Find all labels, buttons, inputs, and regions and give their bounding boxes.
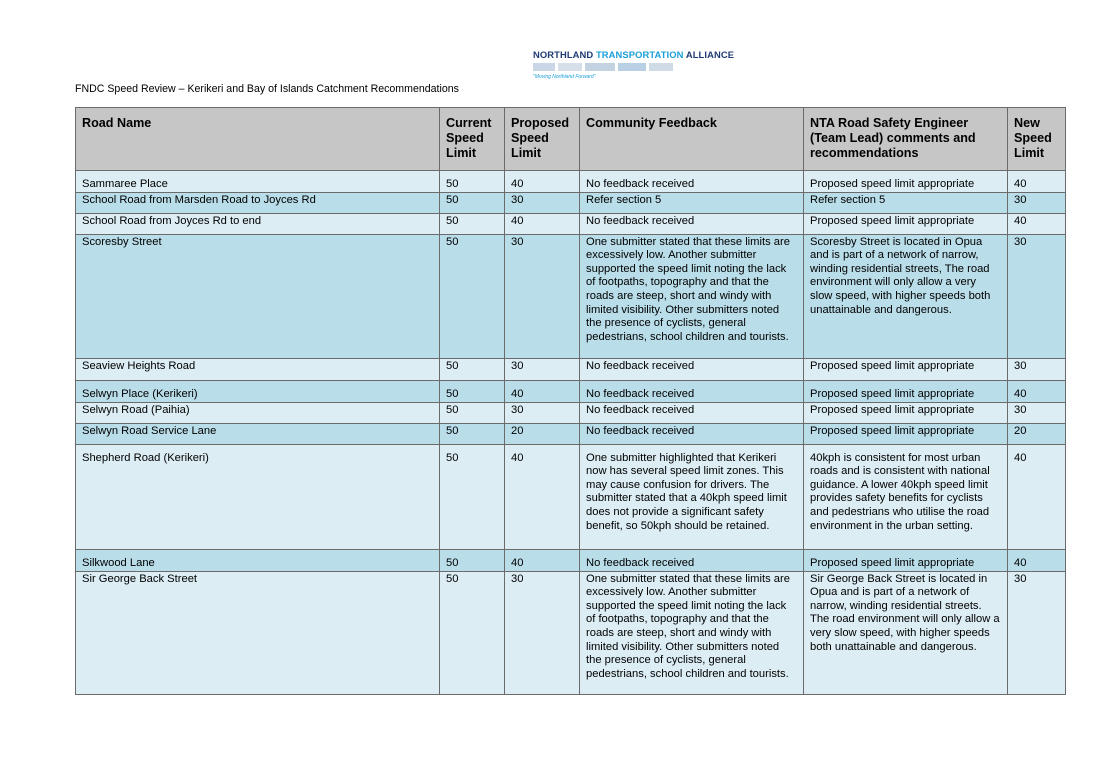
feedback-cell: No feedback received <box>580 423 804 444</box>
feedback-cell: One submitter highlighted that Kerikeri now has several speed limit zones. This may cause confusion for drivers. The submitter stated that a 40kph speed limit does not provide a significant safety benefit, so 50kph should be retained. <box>580 444 804 549</box>
feedback-cell: One submitter stated that these limits are excessively low. Another submitter supported the speed limit noting the lack of footpaths, topography and that the roads are steep, short and windy with limited visibility. Other submitters noted the presence of cyclists, general pedestrians, school children and tourists. <box>580 571 804 694</box>
table-row <box>76 444 1066 549</box>
partner-logo <box>649 63 673 71</box>
road-name-cell: Sir George Back Street <box>76 571 440 694</box>
proposed-limit-cell: 30 <box>505 192 580 213</box>
feedback-cell: No feedback received <box>580 549 804 571</box>
new-limit-cell: 30 <box>1008 402 1066 423</box>
proposed-limit-cell: 40 <box>505 444 580 549</box>
logo-tagline: "Moving Northland Forward" <box>533 74 596 80</box>
road-name-cell: School Road from Joyces Rd to end <box>76 213 440 234</box>
feedback-cell: No feedback received <box>580 171 804 193</box>
partner-logo <box>558 63 582 71</box>
logo-title-alliance: ALLIANCE <box>683 49 735 60</box>
table-header-row <box>76 108 1066 171</box>
header-engineer-comments: NTA Road Safety Engineer (Team Lead) comments and recommendations <box>804 108 1008 171</box>
road-name-cell: Silkwood Lane <box>76 549 440 571</box>
proposed-limit-cell: 40 <box>505 380 580 402</box>
new-limit-cell: 40 <box>1008 213 1066 234</box>
current-limit-cell: 50 <box>440 402 505 423</box>
new-limit-cell: 30 <box>1008 358 1066 380</box>
road-name-cell: Scoresby Street <box>76 234 440 358</box>
table-row <box>76 380 1066 402</box>
road-name-cell: Selwyn Place (Kerikeri) <box>76 380 440 402</box>
partner-logos <box>533 62 703 72</box>
road-name-cell: Shepherd Road (Kerikeri) <box>76 444 440 549</box>
speed-review-table <box>75 107 1066 695</box>
proposed-limit-cell: 40 <box>505 549 580 571</box>
logo-title <box>533 49 735 60</box>
comments-cell: Proposed speed limit appropriate <box>804 402 1008 423</box>
table-row <box>76 213 1066 234</box>
current-limit-cell: 50 <box>440 571 505 694</box>
current-limit-cell: 50 <box>440 549 505 571</box>
current-limit-cell: 50 <box>440 213 505 234</box>
new-limit-cell: 30 <box>1008 192 1066 213</box>
road-name-cell: Selwyn Road (Paihia) <box>76 402 440 423</box>
table-row <box>76 402 1066 423</box>
proposed-limit-cell: 30 <box>505 402 580 423</box>
road-name-cell: Sammaree Place <box>76 171 440 193</box>
current-limit-cell: 50 <box>440 380 505 402</box>
new-limit-cell: 40 <box>1008 444 1066 549</box>
proposed-limit-cell: 20 <box>505 423 580 444</box>
table-row <box>76 234 1066 358</box>
proposed-limit-cell: 30 <box>505 571 580 694</box>
proposed-limit-cell: 40 <box>505 213 580 234</box>
comments-cell: Proposed speed limit appropriate <box>804 171 1008 193</box>
new-limit-cell: 40 <box>1008 171 1066 193</box>
header-proposed-speed-limit: Proposed Speed Limit <box>505 108 580 171</box>
partner-logo <box>585 63 615 71</box>
comments-cell: Proposed speed limit appropriate <box>804 358 1008 380</box>
comments-cell: Proposed speed limit appropriate <box>804 549 1008 571</box>
table-row <box>76 192 1066 213</box>
current-limit-cell: 50 <box>440 192 505 213</box>
comments-cell: Sir George Back Street is located in Opua and is part of a network of narrow, winding residential streets. The road environment will only allow a very slow speed, with higher speeds both unattainable and dangerous. <box>804 571 1008 694</box>
comments-cell: 40kph is consistent for most urban roads and is consistent with national guidance. A lower 40kph speed limit provides safety benefits for cyclists and pedestrians who utilise the road environment in the urban setting. <box>804 444 1008 549</box>
table-row <box>76 423 1066 444</box>
feedback-cell: No feedback received <box>580 213 804 234</box>
document-title: FNDC Speed Review – Kerikeri and Bay of Islands Catchment Recommendations <box>75 83 459 95</box>
header-community-feedback: Community Feedback <box>580 108 804 171</box>
comments-cell: Refer section 5 <box>804 192 1008 213</box>
feedback-cell: One submitter stated that these limits are excessively low. Another submitter supported the speed limit noting the lack of footpaths, topography and that the roads are steep, short and windy with limited visibility. Other submitters noted the presence of cyclists, general pedestrians, school children and tourists. <box>580 234 804 358</box>
current-limit-cell: 50 <box>440 444 505 549</box>
partner-logo <box>618 63 646 71</box>
feedback-cell: No feedback received <box>580 380 804 402</box>
proposed-limit-cell: 30 <box>505 234 580 358</box>
comments-cell: Proposed speed limit appropriate <box>804 380 1008 402</box>
table-row <box>76 358 1066 380</box>
new-limit-cell: 40 <box>1008 549 1066 571</box>
feedback-cell: Refer section 5 <box>580 192 804 213</box>
feedback-cell: No feedback received <box>580 358 804 380</box>
comments-cell: Proposed speed limit appropriate <box>804 423 1008 444</box>
road-name-cell: Selwyn Road Service Lane <box>76 423 440 444</box>
feedback-cell: No feedback received <box>580 402 804 423</box>
new-limit-cell: 30 <box>1008 571 1066 694</box>
logo-title-northland: NORTHLAND <box>533 49 596 60</box>
current-limit-cell: 50 <box>440 171 505 193</box>
new-limit-cell: 40 <box>1008 380 1066 402</box>
road-name-cell: Seaview Heights Road <box>76 358 440 380</box>
logo-title-transportation: TRANSPORTATION <box>595 49 684 60</box>
current-limit-cell: 50 <box>440 234 505 358</box>
table-row <box>76 571 1066 694</box>
current-limit-cell: 50 <box>440 358 505 380</box>
table-row <box>76 171 1066 193</box>
proposed-limit-cell: 30 <box>505 358 580 380</box>
comments-cell: Scoresby Street is located in Opua and is part of a network of narrow, winding residential streets, The road environment will only allow a very slow speed, with higher speeds both unattainable and dangerous. <box>804 234 1008 358</box>
proposed-limit-cell: 40 <box>505 171 580 193</box>
road-name-cell: School Road from Marsden Road to Joyces Rd <box>76 192 440 213</box>
current-limit-cell: 50 <box>440 423 505 444</box>
new-limit-cell: 20 <box>1008 423 1066 444</box>
new-limit-cell: 30 <box>1008 234 1066 358</box>
comments-cell: Proposed speed limit appropriate <box>804 213 1008 234</box>
table-row <box>76 549 1066 571</box>
header-new-speed-limit: New Speed Limit <box>1008 108 1066 171</box>
nta-logo <box>533 49 735 83</box>
header-road-name: Road Name <box>76 108 440 171</box>
partner-logo <box>533 63 555 71</box>
header-current-speed-limit: Current Speed Limit <box>440 108 505 171</box>
